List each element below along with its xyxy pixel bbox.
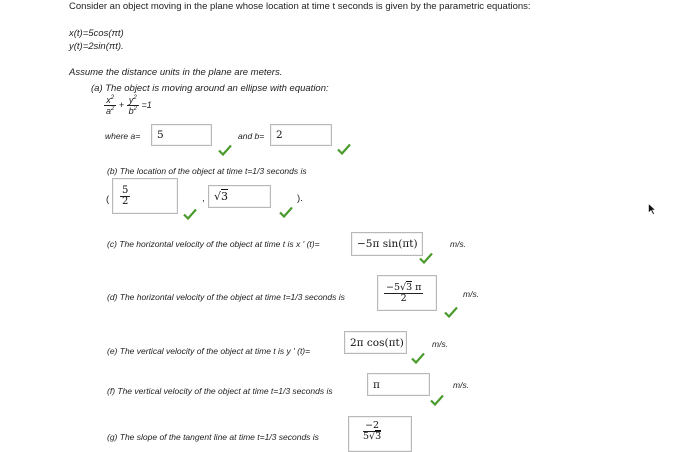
location-y-field[interactable]: √3: [208, 185, 271, 208]
ellipse-equation: $\frac{x^2}{a^2}$ + $\frac{y^2}{b^2}$ =1: [106, 95, 152, 116]
location-x-field[interactable]: $\frac{5}{2}$: [112, 178, 178, 214]
part-a-prompt: (a) The object is moving around an ellipse with equation:: [91, 83, 329, 94]
where-a-label: where a=: [105, 131, 141, 141]
a-answer-field[interactable]: 5: [151, 124, 212, 146]
part-f-unit: m/s.: [453, 380, 470, 390]
problem-intro: Consider an object moving in the plane whose location at time t seconds is given by the parametric equations:: [69, 1, 531, 12]
vertical-velocity-t-field[interactable]: π: [367, 373, 430, 396]
correct-check-icon: [218, 144, 232, 156]
part-c-prompt: (c) The horizontal velocity of the object at time t is x ' (t)=: [107, 239, 320, 249]
correct-check-icon: [183, 208, 197, 220]
correct-check-icon: [419, 252, 433, 264]
and-b-label: and b=: [238, 131, 265, 141]
correct-check-icon: [411, 352, 425, 364]
close-paren: ).: [297, 193, 303, 204]
correct-check-icon: [279, 206, 293, 218]
part-g-prompt: (g) The slope of the tangent line at time t=1/3 seconds is: [107, 432, 319, 442]
correct-check-icon: [444, 306, 458, 318]
equation-y: y(t)=2sin(πt).: [69, 41, 124, 52]
tangent-slope-field[interactable]: $\frac{-2}{5√3}$: [348, 416, 412, 452]
assumption-text: Assume the distance units in the plane are meters.: [69, 67, 283, 78]
horizontal-velocity-t-field[interactable]: $\frac{-5√3 \pi}{2}$: [377, 275, 437, 311]
correct-check-icon: [337, 143, 351, 155]
part-f-prompt: (f) The vertical velocity of the object at time t=1/3 seconds is: [107, 386, 333, 396]
part-d-prompt: (d) The horizontal velocity of the object at time t=1/3 seconds is: [107, 292, 345, 302]
b-answer-field[interactable]: 2: [270, 124, 332, 146]
part-e-unit: m/s.: [432, 339, 449, 349]
mouse-cursor-icon: [648, 203, 656, 215]
part-c-unit: m/s.: [450, 239, 467, 249]
part-d-unit: m/s.: [463, 289, 480, 299]
part-b-prompt: (b) The location of the object at time t=1/3 seconds is: [107, 166, 307, 176]
correct-check-icon: [430, 394, 444, 406]
vertical-velocity-field[interactable]: 2π cos(πt): [344, 331, 407, 354]
part-e-prompt: (e) The vertical velocity of the object at time t is y ' (t)=: [107, 346, 311, 356]
open-paren: (: [106, 194, 110, 205]
comma: ,: [202, 193, 205, 204]
equation-x: x(t)=5cos(πt): [69, 28, 124, 39]
horizontal-velocity-field[interactable]: −5π sin(πt): [351, 232, 423, 256]
